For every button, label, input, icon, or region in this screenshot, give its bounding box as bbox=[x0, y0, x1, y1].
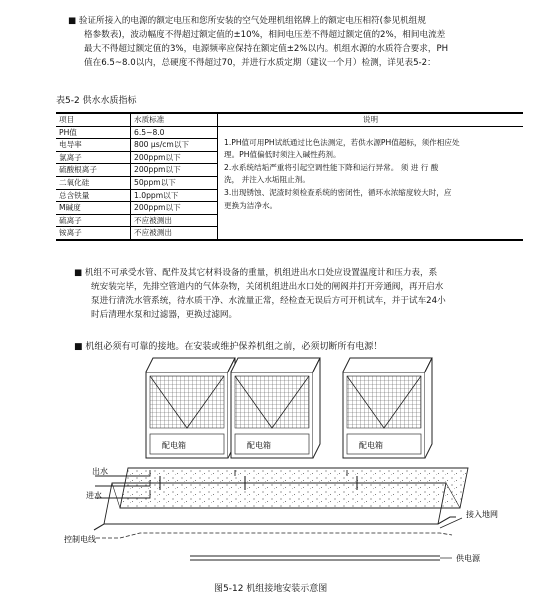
table-cell-standard: 200ppm以下 bbox=[131, 151, 218, 164]
power-wire-icon bbox=[190, 556, 440, 560]
install-line-4: 时后清理水泵和过滤器，更换过滤网。 bbox=[91, 310, 238, 320]
power-supply-label: 供电源 bbox=[456, 554, 480, 563]
intro-line-3: 最大不得超过额定值的3%，电源频率应保持在额定值±2%以内。机组水源的水质符合要求，PH bbox=[84, 44, 449, 54]
table-cell-item: 铵离子 bbox=[56, 227, 131, 240]
air-handling-unit-icon bbox=[231, 358, 320, 458]
distribution-box-label: 配电箱 bbox=[162, 441, 186, 450]
table-header-standard: 水质标准 bbox=[131, 113, 218, 126]
distribution-box-label: 配电箱 bbox=[247, 441, 271, 450]
note-line: 1.PH值可用PH试纸通过比色法测定，若供水源PH值超标，须作相应处 bbox=[224, 137, 460, 147]
note-line: 更换为洁净水。 bbox=[224, 200, 278, 210]
ground-network-label: 接入地网 bbox=[466, 510, 498, 519]
table-cell-standard: 800 μs/cm以下 bbox=[131, 139, 218, 152]
figure-caption: 图5-12 机组接地安装示意图 bbox=[214, 584, 328, 594]
air-handling-unit-icon bbox=[146, 358, 235, 458]
air-handling-unit-icon bbox=[343, 358, 432, 458]
install-line-3: 泵进行清洗水管系统，待水质干净、水流量正常，经检查无误后方可开机试车，并于试车24小 bbox=[91, 296, 446, 306]
note-line: 洗， 并注入水垢阻止剂。 bbox=[224, 175, 310, 185]
table-cell-item: 硫酸根离子 bbox=[56, 164, 131, 177]
leader-lines bbox=[440, 518, 462, 558]
install-line-2: 统安装完毕，先排空管道内的气体杂物，关闭机组进出水口处的闸阀并打开旁通阀，再开启水 bbox=[91, 282, 444, 292]
note-line: 2.水系统结垢严重将引起空调性能下降和运行异常。 须 进 行 酸 bbox=[224, 162, 439, 172]
table-cell-item: 电导率 bbox=[56, 139, 131, 152]
table-cell-item: 二氧化硅 bbox=[56, 176, 131, 189]
table-header-item: 项目 bbox=[56, 113, 131, 126]
grounding-warning: ■ 机组必须有可靠的接地。在安装或维护保养机组之前，必须切断所有电源！ bbox=[74, 342, 383, 352]
distribution-box-label: 配电箱 bbox=[359, 441, 383, 450]
note-line: 理。PH值偏低时须注入碱性药剂。 bbox=[224, 150, 341, 160]
intro-line-2: 格参数表)，波动幅度不得超过额定值的±10%，相间电压差不得超过额定值的2%，相间电流差 bbox=[84, 30, 446, 40]
note-line: 3.出现锈蚀、泥渣时须检查系统的密闭性，循环水浓缩度较大时，应 bbox=[224, 187, 452, 197]
intro-line-1: ■ 验证所接入的电源的额定电压和您所安装的空气处理机组铭牌上的额定电压相符(参见机组规 bbox=[68, 16, 426, 26]
table-cell-standard: 50ppm以下 bbox=[131, 176, 218, 189]
table-cell-item: 氯离子 bbox=[56, 151, 131, 164]
table-cell-standard: 不应被测出 bbox=[131, 214, 218, 227]
table-cell-standard: 200ppm以下 bbox=[131, 202, 218, 215]
table-cell-standard: 6.5~8.0 bbox=[131, 126, 218, 139]
control-wire-icon bbox=[96, 533, 452, 538]
table-title: 表5-2 供水水质指标 bbox=[56, 96, 137, 106]
table-cell-item: 硫离子 bbox=[56, 214, 131, 227]
outlet-label: 出水 bbox=[92, 467, 108, 476]
table-header-notes: 说明 bbox=[218, 113, 524, 126]
ground-slab-icon bbox=[104, 468, 468, 524]
inlet-label: 进水 bbox=[86, 491, 102, 500]
table-cell-item: PH值 bbox=[56, 126, 131, 139]
install-line-1: ■ 机组不可承受水管、配件及其它材料设备的重量，机组进出水口处应设置温度计和压力表，系 bbox=[74, 268, 438, 278]
intro-line-4: 值在6.5~8.0以内，总硬度不得超过70，并进行水质定期（建议一个月）检测，详见表5-2： bbox=[84, 58, 436, 68]
table-cell-standard: 1.0ppm以下 bbox=[131, 189, 218, 202]
control-wire-label: 控制电线 bbox=[64, 535, 96, 544]
table-cell-item: 总含铁量 bbox=[56, 189, 131, 202]
table-cell-standard: 不应被测出 bbox=[131, 227, 218, 240]
table-cell-standard: 200ppm以下 bbox=[131, 164, 218, 177]
table-cell-item: M碱度 bbox=[56, 202, 131, 215]
